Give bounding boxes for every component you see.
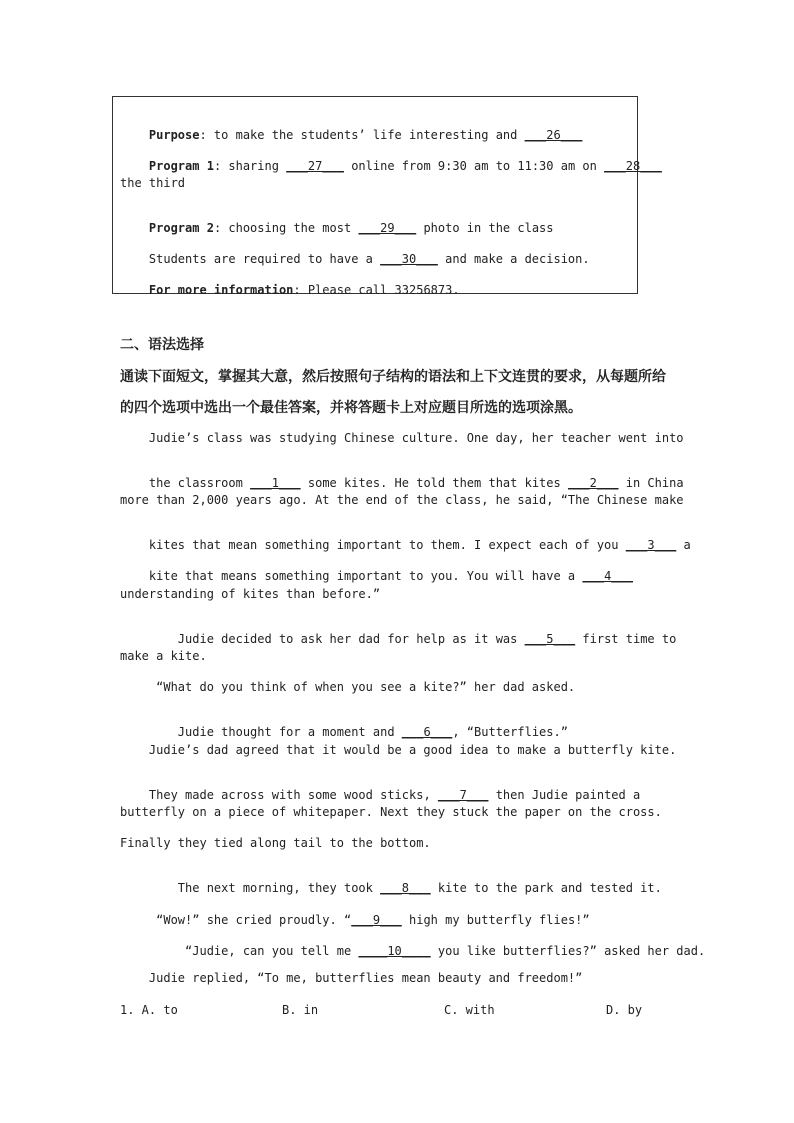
- program1-text-b: online from 9:30 am to 11:30 am on: [343, 159, 605, 173]
- text: The next morning, they took: [148, 881, 381, 895]
- option-d: D. by: [606, 1003, 643, 1017]
- students-text-a: Students are required to have a: [148, 252, 381, 266]
- passage-line-13: butterfly on a piece of whitepaper. Next they stuck the paper on the cross.: [120, 805, 662, 819]
- blank-29: ___29___: [358, 221, 417, 235]
- passage-line-18: Judie replied, “To me, butterflies mean beauty and freedom!”: [120, 971, 583, 985]
- text: “Wow!” she cried proudly. “: [148, 913, 352, 927]
- text: a: [676, 538, 691, 552]
- blank-26: ___26___: [524, 128, 583, 142]
- passage-line-8: make a kite.: [120, 649, 207, 663]
- more-info-text: : Please call 33256873.: [293, 283, 460, 297]
- program1-line-2: the third: [120, 176, 186, 190]
- text: Judie decided to ask her dad for help as it was: [148, 632, 525, 646]
- passage-line-17: [120, 930, 705, 972]
- passage-line-9: “What do you think of when you see a kite?” her dad asked.: [120, 680, 576, 694]
- option-b: B. in: [282, 1003, 319, 1017]
- passage-line-3: more than 2,000 years ago. At the end of the class, he said, “The Chinese make: [120, 493, 684, 507]
- blank-27: ___27___: [286, 159, 344, 173]
- text: some kites. He told them that kites: [300, 476, 568, 490]
- text: , “Butterflies.”: [452, 725, 568, 739]
- purpose-label: Purpose: [148, 128, 200, 142]
- passage-line-6: understanding of kites than before.”: [120, 587, 381, 601]
- blank-6: ___6___: [401, 725, 453, 739]
- blank-7: ___7___: [437, 788, 489, 802]
- option-c: C. with: [444, 1003, 495, 1017]
- text: They made across with some wood sticks,: [148, 788, 438, 802]
- blank-5: ___5___: [524, 632, 576, 646]
- text: Judie thought for a moment and: [148, 725, 402, 739]
- text: high my butterfly flies!”: [401, 913, 590, 927]
- blank-10: ____10____: [358, 944, 431, 958]
- text: the classroom: [148, 476, 251, 490]
- notice-box: [112, 96, 662, 297]
- blank-1: ___1___: [250, 476, 301, 490]
- instruction-line-1: 通读下面短文，掌握其大意，然后按照句子结构的语法和上下文连贯的要求，从每题所给: [120, 369, 666, 385]
- program1-label: Program 1: [148, 159, 214, 173]
- purpose-text: : to make the students’ life interesting and: [199, 128, 525, 142]
- students-text-b: and make a decision.: [437, 252, 590, 266]
- text: “Judie, can you tell me: [148, 944, 359, 958]
- text: then Judie painted a: [488, 788, 641, 802]
- passage-line-1: Judie’s class was studying Chinese culture. One day, her teacher went into: [120, 431, 684, 445]
- instruction-line-2: 的四个选项中选出一个最佳答案，并将答题卡上对应题目所选的选项涂黑。: [120, 400, 582, 416]
- passage-line-11: Judie’s dad agreed that it would be a good idea to make a butterfly kite.: [120, 743, 677, 757]
- blank-3: ___3___: [625, 538, 677, 552]
- text: in China: [618, 476, 684, 490]
- program2-text-a: : choosing the most: [213, 221, 359, 235]
- program1-line: [120, 145, 662, 187]
- blank-9: ___9___: [351, 913, 402, 927]
- section-title: 二、语法选择: [120, 337, 204, 353]
- blank-30: ___30___: [380, 252, 438, 266]
- text: kite that means something important to you. You will have a: [148, 569, 583, 583]
- text: first time to: [575, 632, 677, 646]
- blank-2: ___2___: [567, 476, 619, 490]
- blank-8: ___8___: [380, 881, 431, 895]
- program2-label: Program 2: [148, 221, 214, 235]
- text: kites that mean something important to them. I expect each of you: [148, 538, 626, 552]
- text: kite to the park and tested it.: [430, 881, 662, 895]
- blank-4: ___4___: [582, 569, 633, 583]
- passage-line-14: Finally they tied along tail to the bottom.: [120, 836, 431, 850]
- blank-28: ___28___: [604, 159, 662, 173]
- option-a: 1. A. to: [120, 1003, 178, 1017]
- more-info-label: For more information: [148, 283, 294, 297]
- program1-text-a: : sharing: [213, 159, 287, 173]
- more-info-line: [120, 269, 460, 311]
- text: you like butterflies?” asked her dad.: [430, 944, 706, 958]
- program2-text-b: photo in the class: [416, 221, 554, 235]
